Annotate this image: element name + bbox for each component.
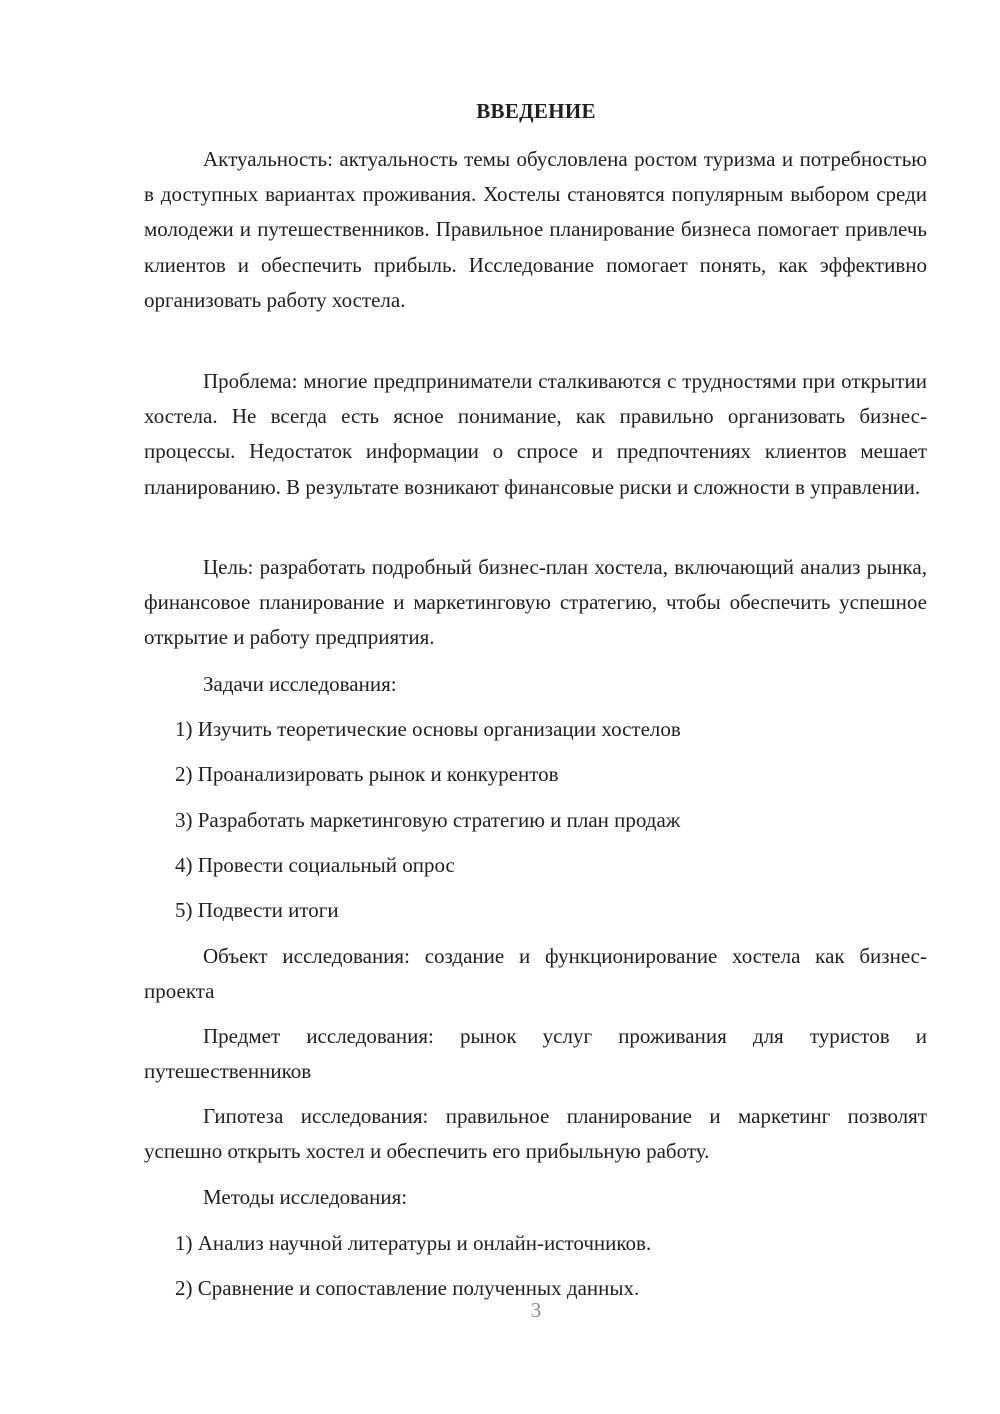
task-item: 3) Разработать маркетинговую стратегию и план продаж <box>175 808 681 832</box>
page-number: 3 <box>530 1298 542 1322</box>
page-title: ВВЕДЕНИЕ <box>476 99 596 123</box>
subject-paragraph: Предмет исследования: рынок услуг проживания для туристов и путешественников <box>144 1024 927 1084</box>
tasks-heading: Задачи исследования: <box>203 672 397 696</box>
task-item: 1) Изучить теоретические основы организации хостелов <box>175 717 681 741</box>
problem-paragraph: Проблема: многие предприниматели сталкиваются с трудностями при открытии хостела. Не всегда есть ясное понимание, как правильно организовать бизнес-процессы. Недостаток информации о спросе и предпочтениях клиентов мешает планированию. В результате возникают финансовые риски и сложности в управлении. <box>144 369 927 499</box>
task-item: 5) Подвести итоги <box>175 898 339 922</box>
methods-heading: Методы исследования: <box>203 1185 408 1209</box>
hypothesis-paragraph: Гипотеза исследования: правильное планирование и маркетинг позволят успешно открыть хостел и обеспечить его прибыльную работу. <box>144 1104 927 1164</box>
method-item: 2) Сравнение и сопоставление полученных данных. <box>175 1276 640 1300</box>
task-item: 2) Проанализировать рынок и конкурентов <box>175 762 559 786</box>
method-item: 1) Анализ научной литературы и онлайн-источников. <box>175 1231 652 1255</box>
task-item: 4) Провести социальный опрос <box>175 853 455 877</box>
goal-paragraph: Цель: разработать подробный бизнес-план хостела, включающий анализ рынка, финансовое планирование и маркетинговую стратегию, чтобы обеспечить успешное открытие и работу предприятия. <box>144 555 927 650</box>
relevance-paragraph: Актуальность: актуальность темы обусловлена ростом туризма и потребностью в доступных вариантах проживания. Хостелы становятся популярным выбором среди молодежи и путешественников. Правильное планирование бизнеса помогает привлечь клиентов и обеспечить прибыль. Исследование помогает понять, как эффективно организовать работу хостела. <box>144 147 927 312</box>
object-paragraph: Объект исследования: создание и функционирование хостела как бизнес-проекта <box>144 944 927 1004</box>
